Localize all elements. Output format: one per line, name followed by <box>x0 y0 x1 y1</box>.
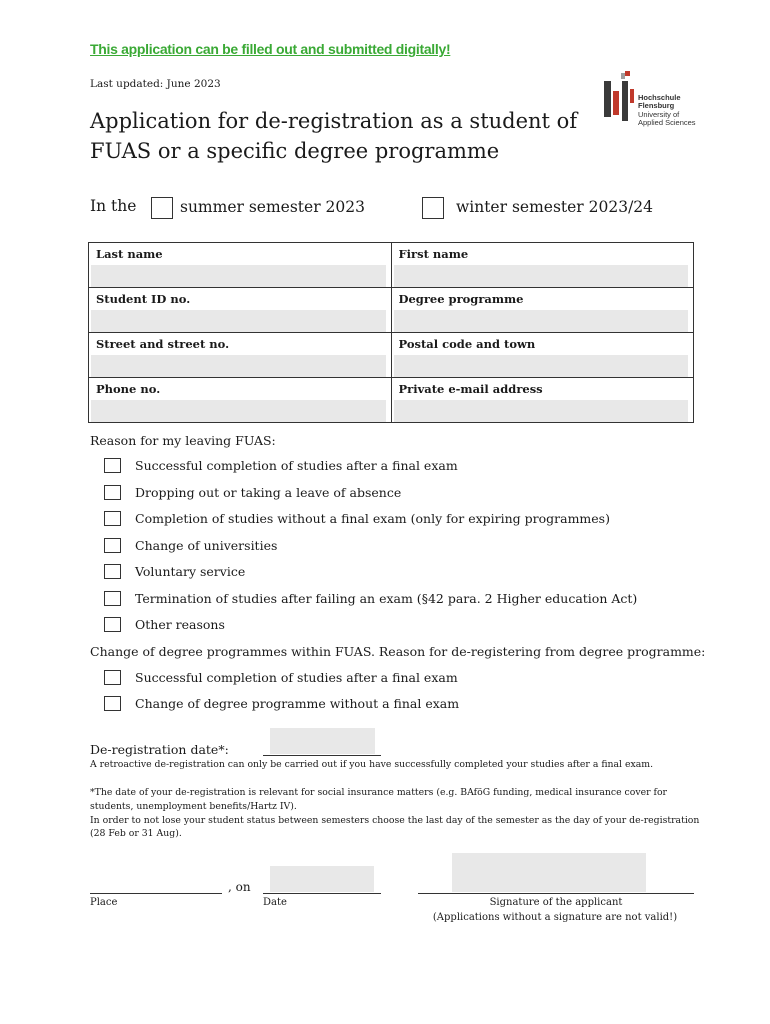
reason-checkbox-1[interactable] <box>104 458 121 473</box>
email-label: Private e-mail address <box>398 382 543 396</box>
reason-option <box>104 511 610 526</box>
logo-line-3: University of <box>638 109 680 119</box>
on-label: , on <box>228 880 251 894</box>
signature-note: (Applications without a signature are not valid!) <box>432 912 678 923</box>
student-id-label: Student ID no. <box>96 292 191 306</box>
change-checkbox-2[interactable] <box>104 696 121 711</box>
footnote-text-2: In order to not lose your student status between semesters choose the last day of the semester as the day of your de-registration (28 Feb or 31 Aug). <box>90 814 700 840</box>
reason-checkbox-2[interactable] <box>104 485 121 500</box>
signature-underline <box>418 893 694 894</box>
reason-checkbox-5[interactable] <box>104 564 121 579</box>
phone-input[interactable] <box>91 400 386 422</box>
reason-option <box>104 591 637 606</box>
date-input[interactable] <box>270 866 374 892</box>
reason-label: Dropping out or taking a leave of absence <box>135 485 402 500</box>
summer-semester-label: summer semester 2023 <box>180 198 365 216</box>
retroactive-note: A retroactive de-registration can only be carried out if you have successfully completed your studies after a final exam. <box>90 759 654 770</box>
dereg-date-input[interactable] <box>270 728 375 754</box>
semester-row <box>90 197 136 215</box>
reason-checkbox-4[interactable] <box>104 538 121 553</box>
logo-line-4: Applied Sciences <box>638 118 696 128</box>
change-programme-heading: Change of degree programmes within FUAS. Reason for de-registering from degree programme: <box>90 644 706 659</box>
field-cell <box>391 288 694 333</box>
logo-text <box>638 94 696 128</box>
dereg-date-label: De-registration date*: <box>90 742 229 757</box>
reason-checkbox-7[interactable] <box>104 617 121 632</box>
last-name-label: Last name <box>96 247 163 261</box>
signature-label: Signature of the applicant <box>489 897 623 908</box>
reason-option <box>104 458 458 473</box>
last-name-input[interactable] <box>91 265 386 287</box>
signature-input[interactable] <box>452 853 646 892</box>
field-cell <box>89 288 392 333</box>
reason-label: Other reasons <box>135 617 225 632</box>
first-name-input[interactable] <box>394 265 689 287</box>
date-label: Date <box>263 897 287 908</box>
reason-checkbox-3[interactable] <box>104 511 121 526</box>
reason-heading: Reason for my leaving FUAS: <box>90 433 276 448</box>
personal-data-table <box>88 242 694 423</box>
semester-prefix: In the <box>90 197 137 215</box>
digital-notice-link[interactable]: This application can be filled out and submitted digitally! <box>90 41 451 57</box>
reason-label: Successful completion of studies after a final exam <box>135 458 458 473</box>
winter-semester-checkbox[interactable] <box>422 197 444 219</box>
degree-programme-input[interactable] <box>394 310 689 332</box>
field-cell <box>391 333 694 378</box>
phone-label: Phone no. <box>96 382 161 396</box>
change-checkbox-1[interactable] <box>104 670 121 685</box>
last-updated: Last updated: June 2023 <box>90 78 221 90</box>
footnote-text: *The date of your de-registration is relevant for social insurance matters (e.g. BAföG funding, medical insurance cover for students, unemployment benefits/Hartz IV). <box>90 787 667 812</box>
place-label: Place <box>90 897 118 908</box>
first-name-label: First name <box>398 247 469 261</box>
place-underline <box>90 893 222 894</box>
dereg-date-underline <box>263 755 381 756</box>
reason-label: Change of universities <box>135 538 278 553</box>
title-line-2: FUAS or a specific degree programme <box>90 139 500 163</box>
street-input[interactable] <box>91 355 386 377</box>
change-label: Successful completion of studies after a final exam <box>135 670 458 685</box>
field-cell <box>391 378 694 423</box>
degree-programme-label: Degree programme <box>398 292 524 306</box>
change-label: Change of degree programme without a final exam <box>135 696 460 711</box>
change-option <box>104 696 459 711</box>
date-underline <box>263 893 381 894</box>
winter-semester-label: winter semester 2023/24 <box>456 198 654 216</box>
field-cell <box>89 378 392 423</box>
logo-line-1: Hochschule <box>638 93 681 102</box>
reason-label: Voluntary service <box>135 564 246 579</box>
field-cell <box>391 243 694 288</box>
reason-label: Termination of studies after failing an exam (§42 para. 2 Higher education Act) <box>135 591 638 606</box>
title-line-1: Application for de-registration as a student of <box>90 109 578 133</box>
postal-code-input[interactable] <box>394 355 689 377</box>
reason-option <box>104 564 245 579</box>
email-input[interactable] <box>394 400 689 422</box>
reason-option <box>104 538 277 553</box>
student-id-input[interactable] <box>91 310 386 332</box>
reason-checkbox-6[interactable] <box>104 591 121 606</box>
postal-code-label: Postal code and town <box>398 337 536 351</box>
reason-label: Completion of studies without a final exam (only for expiring programmes) <box>135 511 610 526</box>
logo-line-2: Flensburg <box>638 101 675 111</box>
page-title <box>90 106 610 166</box>
field-cell <box>89 243 392 288</box>
summer-semester-checkbox[interactable] <box>151 197 173 219</box>
field-cell <box>89 333 392 378</box>
change-option <box>104 670 458 685</box>
footnote <box>90 786 712 841</box>
reason-option <box>104 485 401 500</box>
reason-option <box>104 617 225 632</box>
street-label: Street and street no. <box>96 337 230 351</box>
